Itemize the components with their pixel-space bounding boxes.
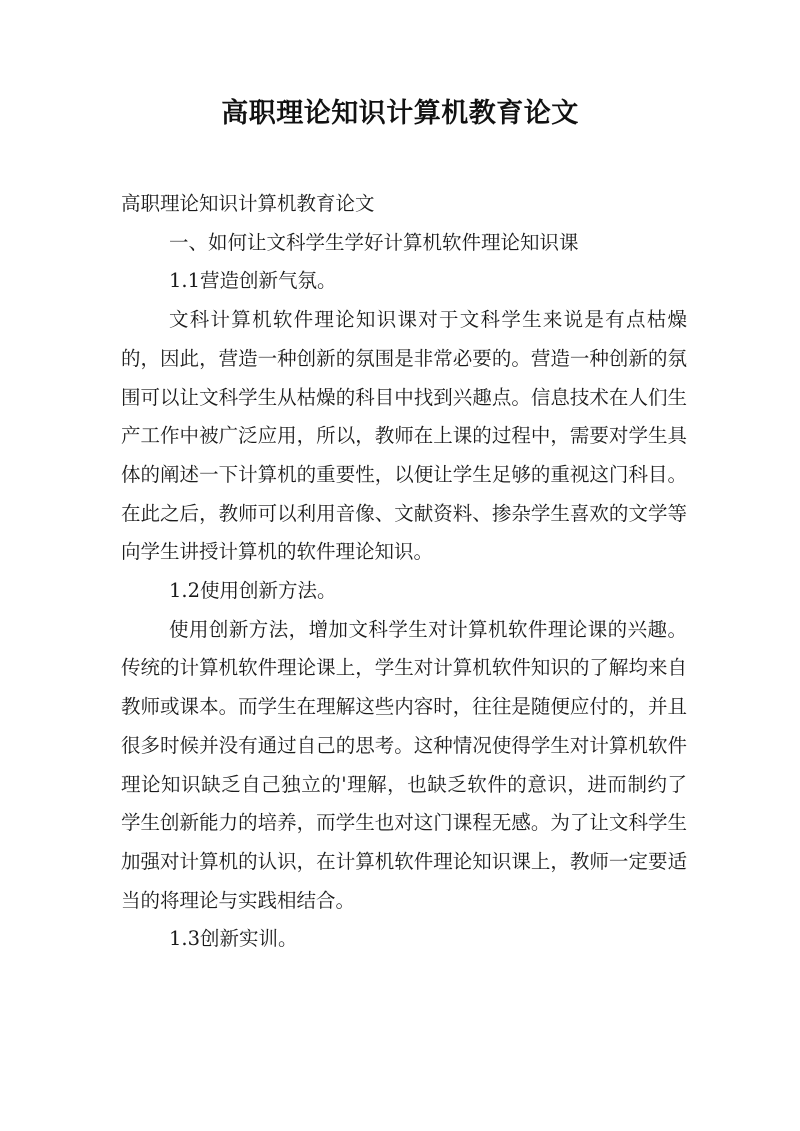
subsection-heading: 1.1营造创新气氛。	[169, 269, 337, 293]
document-body	[121, 185, 687, 959]
body-heading: 高职理论知识计算机教育论文	[121, 192, 375, 215]
body-paragraph: 文科计算机软件理论知识课对于文科学生来说是有点枯燥的，因此，营造一种创新的氛围是非常必要的。营造一种创新的氛围可以让文科学生从枯燥的科目中找到兴趣点。信息技术在人们生产工作中被广泛应用，所以，教师在上课的过程中，需要对学生具体的阐述一下计算机的重要性，以便让学生足够的重视这门科目。在此之后，教师可以利用音像、文献资料、掺杂学生喜欢的文学等向学生讲授计算机的软件理论知识。	[121, 308, 687, 564]
subsection-heading: 1.2使用创新方法。	[169, 579, 337, 603]
subsection-heading: 1.3创新实训。	[169, 927, 298, 951]
document-title: 高职理论知识计算机教育论文	[221, 98, 579, 129]
section-heading: 一、如何让文科学生学好计算机软件理论知识课	[169, 230, 579, 254]
body-paragraph: 使用创新方法，增加文科学生对计算机软件理论课的兴趣。传统的计算机软件理论课上，学生对计算机软件知识的了解均来自教师或课本。而学生在理解这些内容时，往往是随便应付的，并且很多时候并没有通过自己的思考。这种情况使得学生对计算机软件理论知识缺乏自己独立的'理解，也缺乏软件的意识，进而制约了学生创新能力的培养，而学生也对这门课程无感。为了让文科学生加强对计算机的认识，在计算机软件理论知识课上，教师一定要适当的将理论与实践相结合。	[121, 617, 687, 912]
